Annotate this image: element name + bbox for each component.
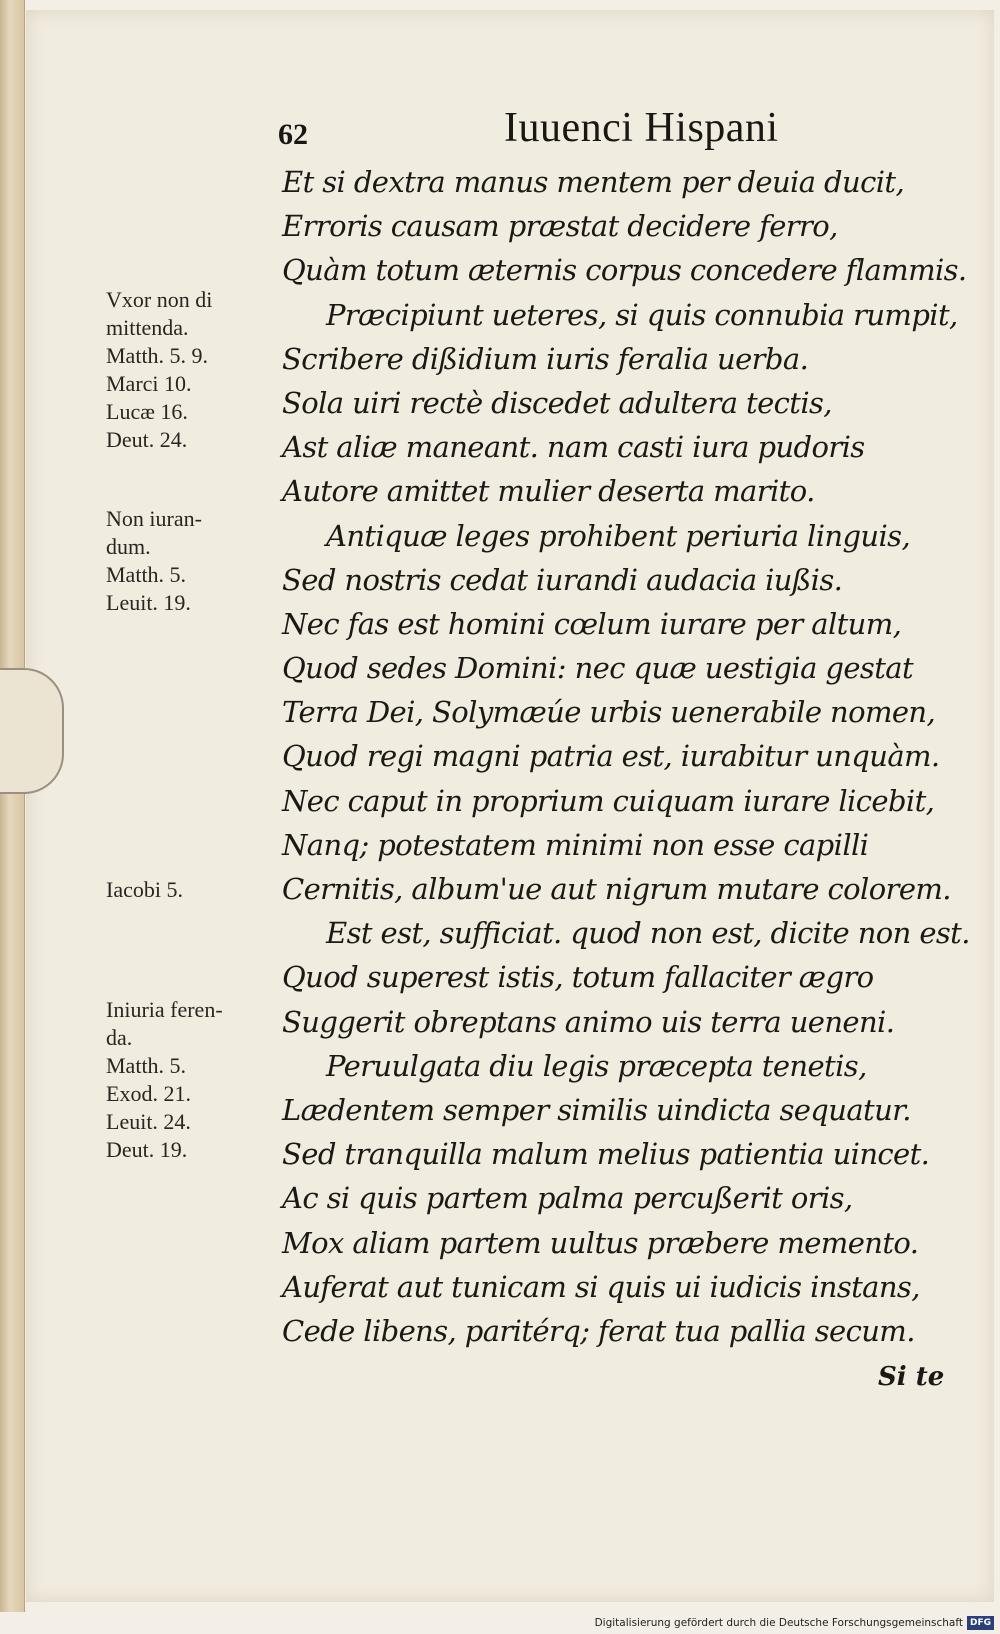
verse-line: Scribere dißidium iuris feralia uerba. xyxy=(282,341,809,376)
footer-credit: Digitalisierung gefördert durch die Deutsche Forschungsgemeinschaft xyxy=(594,1617,963,1629)
verse-line: Antiquæ leges prohibent periuria linguis, xyxy=(326,518,911,553)
verse-line: Lædentem semper similis uindicta sequatur. xyxy=(282,1092,911,1127)
margin-note-line: Matth. 5. 9. xyxy=(106,343,209,368)
verse-line: Quod sedes Domini: nec quæ uestigia gestat xyxy=(282,651,914,686)
folio-number: 62 xyxy=(278,118,308,151)
margin-note-line: Iniuria feren- xyxy=(106,997,223,1022)
margin-note-iurandum xyxy=(106,505,276,617)
verse-line: Nec fas est homini cœlum iurare per altum, xyxy=(282,606,902,641)
verse-line: Et si dextra manus mentem per deuia ducit, xyxy=(282,165,905,199)
verse-line: Sola uiri rectè discedet adultera tectis, xyxy=(282,385,832,420)
margin-note-line: Lucæ 16. xyxy=(106,399,188,424)
verse-line: Sed tranquilla malum melius patientia uincet. xyxy=(282,1137,930,1172)
verse-line: Autore amittet mulier deserta marito. xyxy=(282,474,815,509)
dfg-logo: DFG xyxy=(967,1616,994,1630)
verse-line: Præcipiunt ueteres, si quis connubia rumpit, xyxy=(326,297,958,332)
book-fore-edge xyxy=(0,0,25,1612)
thumb-tab-marker xyxy=(0,668,64,794)
page-header xyxy=(278,104,838,156)
verse-line: Sed nostris cedat iurandi audacia iußis. xyxy=(282,562,843,597)
margin-note-line: mittenda. xyxy=(106,315,189,340)
verse-line: Cernitis, album'ue aut nigrum mutare colorem. xyxy=(282,872,951,906)
margin-note-iniuria xyxy=(106,996,276,1164)
verse-line: Nanq; potestatem minimi non esse capilli xyxy=(282,827,869,862)
margin-note-line: Deut. 24. xyxy=(106,427,188,452)
margin-note-line: da. xyxy=(106,1025,133,1050)
verse-line: Peruulgata diu legis præcepta tenetis, xyxy=(326,1048,867,1083)
verse-line: Quod regi magni patria est, iurabitur unquàm. xyxy=(282,739,940,774)
margin-note-line: Matth. 5. xyxy=(106,1053,187,1078)
margin-note-line: Non iuran- xyxy=(106,506,202,531)
digitization-footer xyxy=(595,1614,994,1632)
verse-line: Erroris causam præstat decidere ferro, xyxy=(282,209,838,244)
verse-line: Quod superest istis, totum fallaciter ægro xyxy=(282,960,874,995)
verse-line: Quàm totum æternis corpus concedere flammis. xyxy=(282,253,967,288)
running-title: Iuuenci Hispani xyxy=(504,105,779,151)
margin-note-line: Marci 10. xyxy=(106,371,192,396)
verse-line: Ac si quis partem palma percußerit oris, xyxy=(282,1181,853,1216)
verse-line: Nec caput in proprium cuiquam iurare licebit, xyxy=(282,783,935,818)
verse-line: Suggerit obreptans animo uis terra ueneni. xyxy=(282,1004,895,1039)
margin-note-line: Deut. 19. xyxy=(106,1137,188,1162)
catchword: Si te xyxy=(878,1362,945,1392)
margin-note-iacobi xyxy=(106,876,276,904)
verse-text-block xyxy=(282,160,970,1353)
margin-note-line: Exod. 21. xyxy=(106,1081,191,1106)
margin-note-line: Leuit. 24. xyxy=(106,1109,191,1134)
verse-line: Mox aliam partem uultus præbere memento. xyxy=(282,1225,919,1260)
verse-line: Cede libens, paritérq; ferat tua pallia secum. xyxy=(282,1313,915,1348)
margin-note-line: Vxor non di xyxy=(106,287,213,312)
verse-line: Auferat aut tunicam si quis ui iudicis instans, xyxy=(282,1269,920,1304)
verse-line: Terra Dei, Solymæúe urbis uenerabile nomen, xyxy=(282,695,936,730)
margin-note-line: Leuit. 19. xyxy=(106,590,191,615)
margin-note-uxor xyxy=(106,286,276,454)
verse-line: Ast aliæ maneant. nam casti iura pudoris xyxy=(282,430,865,465)
margin-note-line: dum. xyxy=(106,534,151,559)
verse-line: Est est, sufficiat. quod non est, dicite non est. xyxy=(326,916,970,951)
margin-note-line: Matth. 5. xyxy=(106,562,187,587)
margin-note-line: Iacobi 5. xyxy=(106,877,183,902)
